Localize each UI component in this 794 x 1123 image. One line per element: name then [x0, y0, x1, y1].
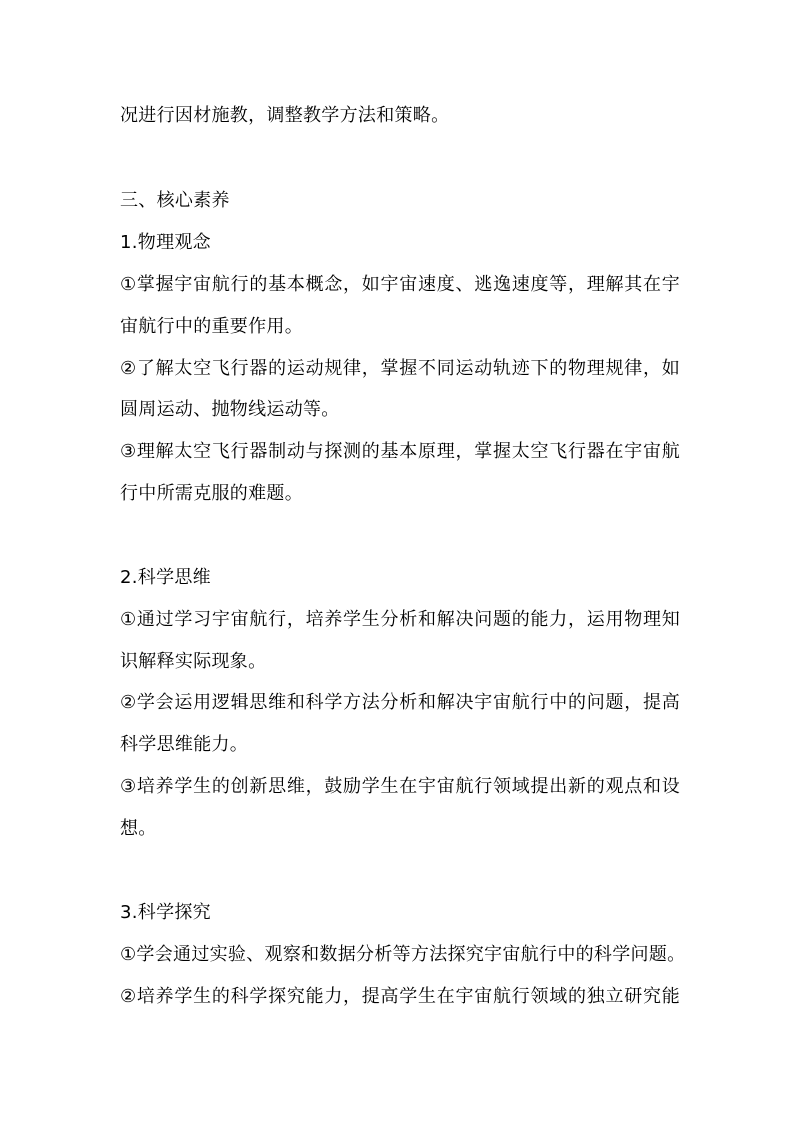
paragraph-line: ①学会通过实验、观察和数据分析等方法探究宇宙航行中的科学问题。	[120, 944, 686, 965]
paragraph-line: 况进行因材施教，调整教学方法和策略。	[120, 105, 450, 126]
subsection-heading: 1.物理观念	[120, 232, 211, 253]
paragraph-line: 行中所需克服的难题。	[120, 483, 303, 504]
paragraph-line: ①掌握宇宙航行的基本概念，如宇宙速度、逃逸速度等，理解其在宇	[120, 274, 680, 295]
subsection-heading: 3.科学探究	[120, 902, 211, 923]
paragraph-line: 圆周运动、抛物线运动等。	[120, 399, 340, 420]
paragraph-line: ②了解太空飞行器的运动规律，掌握不同运动轨迹下的物理规律，如	[120, 358, 680, 379]
subsection-heading: 2.科学思维	[120, 567, 211, 588]
paragraph-line: 科学思维能力。	[120, 734, 249, 755]
section-heading: 三、核心素养	[120, 190, 230, 211]
paragraph-line: ②学会运用逻辑思维和科学方法分析和解决宇宙航行中的问题，提高	[120, 692, 680, 713]
paragraph-line: ③理解太空飞行器制动与探测的基本原理，掌握太空飞行器在宇宙航	[120, 441, 680, 462]
paragraph-line: 识解释实际现象。	[120, 651, 267, 672]
paragraph-line: 宙航行中的重要作用。	[120, 316, 303, 337]
paragraph-line: ③培养学生的创新思维，鼓励学生在宇宙航行领域提出新的观点和设	[120, 776, 680, 797]
paragraph-line: 想。	[120, 818, 157, 839]
paragraph-line: ②培养学生的科学探究能力，提高学生在宇宙航行领域的独立研究能	[120, 986, 680, 1007]
paragraph-line: ①通过学习宇宙航行，培养学生分析和解决问题的能力，运用物理知	[120, 609, 680, 630]
